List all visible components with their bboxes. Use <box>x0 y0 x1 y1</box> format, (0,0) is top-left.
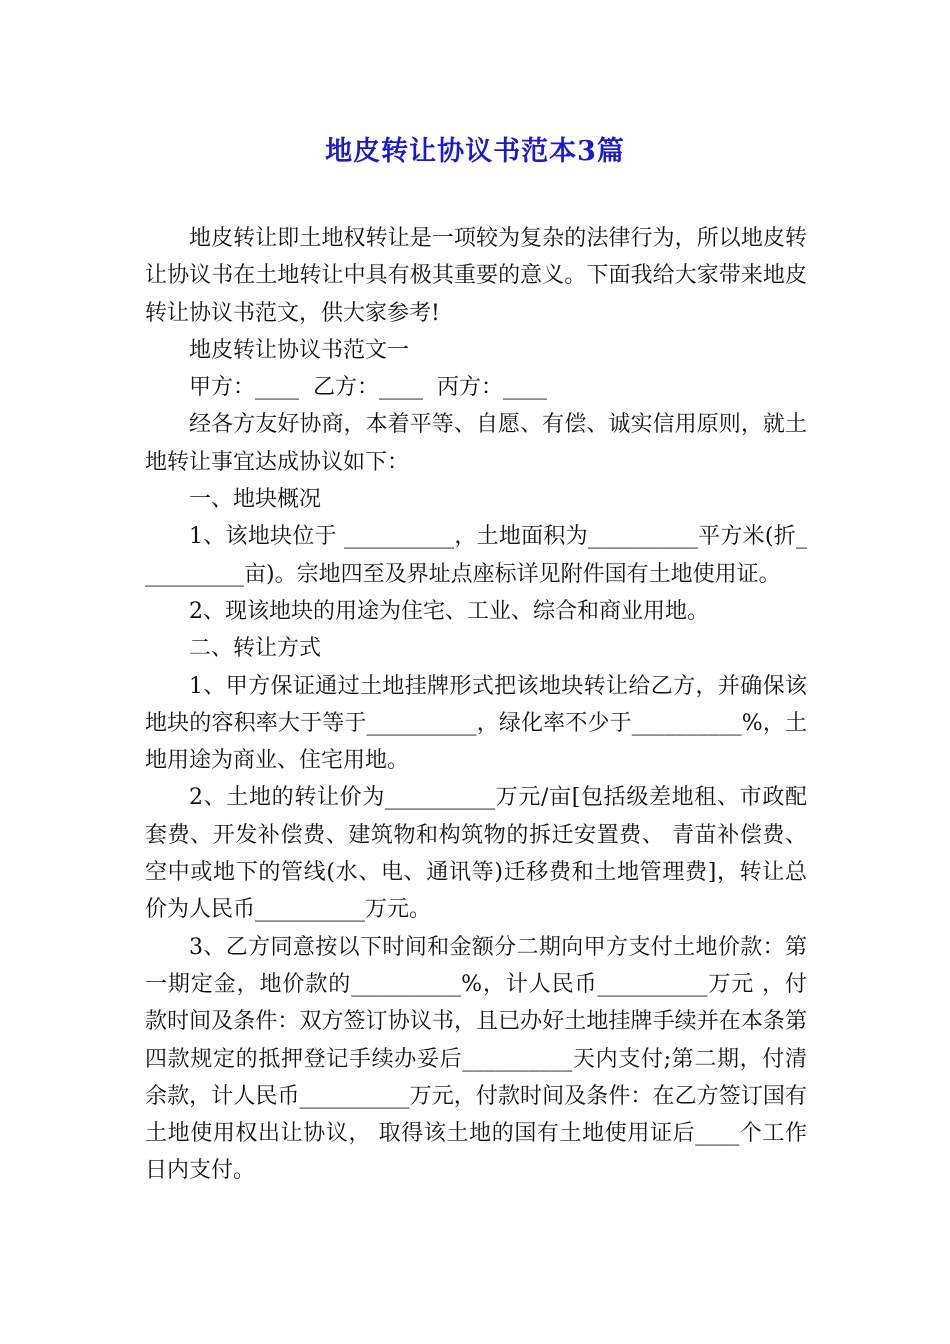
paragraph-parties: 甲方：____ 乙方：____ 丙方：____ <box>189 375 547 401</box>
page-title: 地皮转让协议书范本3篇 <box>325 136 625 167</box>
paragraph-transfer-guarantee: 1、甲方保证通过土地挂牌形式把该地块转让给乙方，并确保该地块的容积率大于等于__________，绿化率不少于__________%，土地用途为商业、住宅用地。 <box>145 673 807 774</box>
paragraph-plot-location: 1、该地块位于 __________，土地面积为__________平方米(折__________亩)。宗地四至及界址点座标详见附件国有土地使用证。 <box>145 524 807 587</box>
paragraph-heading-plot-overview: 一、地块概况 <box>189 487 322 513</box>
document-body <box>145 220 807 1190</box>
paragraph-transfer-price: 2、土地的转让价为__________万元/亩[包括级差地租、市政配套费、开发补偿费、建筑物和构筑物的拆迁安置费、 青苗补偿费、空中或地下的管线(水、电、通讯等)迁移费和土地管理费]，转让总价为人民币__________万元。 <box>145 785 807 923</box>
paragraph-plot-usage: 2、现该地块的用途为住宅、工业、综合和商业用地。 <box>189 598 709 624</box>
paragraph-section-heading: 地皮转让协议书范文一 <box>189 337 410 363</box>
paragraph-intro: 地皮转让即土地权转让是一项较为复杂的法律行为，所以地皮转让协议书在土地转让中具有极其重要的意义。下面我给大家带来地皮转让协议书范文，供大家参考! <box>145 226 807 326</box>
paragraph-heading-transfer-method: 二、转让方式 <box>189 636 322 662</box>
paragraph-payment-schedule: 3、乙方同意按以下时间和金额分二期向甲方支付土地价款：第一期定金，地价款的__________%，计人民币__________万元 ，付款时间及条件：双方签订协议书，且已办好土地挂牌手续并在本条第四款规定的抵押登记手续办妥后__________天内支付;第二期，付清余款，计人民币__________万元，付款时间及条件：在乙方签订国有土地使用权出让协议， 取得该土地的国有土地使用证后____个工作日内支付。 <box>145 934 807 1184</box>
paragraph-preamble: 经各方友好协商，本着平等、自愿、有偿、诚实信用原则，就土地转让事宜达成协议如下： <box>145 412 807 475</box>
